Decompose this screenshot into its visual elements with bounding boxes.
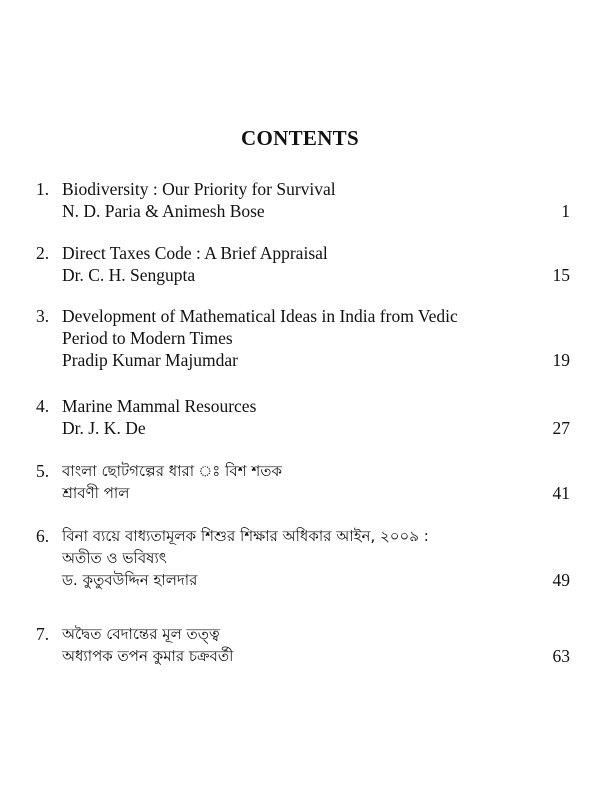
toc-entry-title-line bbox=[36, 623, 570, 645]
toc-entry-number: 7. bbox=[36, 624, 50, 644]
toc-entry-title: বাংলা ছোটগল্পের ধারা ঃ বিশ শতক bbox=[62, 462, 282, 480]
toc-entry-page-number: 27 bbox=[552, 418, 570, 438]
toc-entry-page-number: 19 bbox=[552, 350, 570, 370]
toc-entry-author-line bbox=[36, 482, 570, 504]
toc-entry-number: 1. bbox=[36, 179, 50, 199]
toc-entry-title: বিনা ব্যয়ে বাধ্যতামূলক শিশুর শিক্ষার অধিকার আইন, ২০০৯ : bbox=[62, 527, 429, 545]
toc-entry-number: 5. bbox=[36, 461, 50, 481]
toc-entry-number: 3. bbox=[36, 306, 50, 326]
toc-entry-author-line bbox=[36, 569, 570, 591]
toc-entry-author-line bbox=[36, 349, 570, 371]
toc-entry-author: অধ্যাপক তপন কুমার চক্রবর্তী bbox=[62, 647, 234, 665]
toc-entry-title-line bbox=[36, 178, 570, 200]
toc-entry-title: Biodiversity : Our Priority for Survival bbox=[62, 179, 336, 199]
toc-entry-number: 4. bbox=[36, 396, 50, 416]
toc-entry-1 bbox=[36, 178, 570, 222]
contents-heading: CONTENTS bbox=[241, 126, 359, 150]
toc-entry-author: Dr. J. K. De bbox=[62, 418, 146, 438]
toc-entry-page-number: 63 bbox=[552, 646, 570, 666]
toc-entry-author: Dr. C. H. Sengupta bbox=[62, 265, 196, 285]
toc-entry-title: Marine Mammal Resources bbox=[62, 396, 257, 416]
toc-entry-author-line bbox=[36, 264, 570, 286]
toc-entry-page-number: 15 bbox=[552, 265, 570, 285]
toc-entry-2 bbox=[36, 242, 570, 286]
toc-entry-title-continued: Period to Modern Times bbox=[62, 328, 233, 348]
toc-entry-page-number: 41 bbox=[552, 483, 570, 503]
toc-entry-3 bbox=[36, 305, 570, 371]
toc-entry-title-line bbox=[36, 547, 570, 569]
toc-entry-author: N. D. Paria & Animesh Bose bbox=[62, 201, 265, 221]
toc-entry-5 bbox=[36, 460, 570, 504]
toc-entry-title-line bbox=[36, 395, 570, 417]
toc-entry-title-line bbox=[36, 327, 570, 349]
toc-entry-4 bbox=[36, 395, 570, 439]
toc-entry-title: অদ্বৈত বেদান্তের মূল তত্ত্ব bbox=[62, 625, 220, 643]
toc-entry-number: 2. bbox=[36, 243, 50, 263]
toc-entry-6 bbox=[36, 525, 570, 591]
toc-entry-author: ড. কুতুবউদ্দিন হালদার bbox=[62, 571, 198, 589]
toc-entry-author-line bbox=[36, 200, 570, 222]
toc-entry-title-line bbox=[36, 460, 570, 482]
toc-entry-author: শ্রাবণী পাল bbox=[62, 484, 130, 502]
toc-entry-title-line bbox=[36, 525, 570, 547]
toc-entry-title-continued: অতীত ও ভবিষ্যৎ bbox=[62, 549, 167, 567]
toc-entry-author: Pradip Kumar Majumdar bbox=[62, 350, 238, 370]
toc-entry-title-line bbox=[36, 242, 570, 264]
toc-entry-7 bbox=[36, 623, 570, 667]
toc-entry-title-line bbox=[36, 305, 570, 327]
toc-entry-page-number: 1 bbox=[561, 201, 570, 221]
toc-entry-page-number: 49 bbox=[552, 570, 570, 590]
toc-entry-author-line bbox=[36, 417, 570, 439]
toc-entry-title: Direct Taxes Code : A Brief Appraisal bbox=[62, 243, 328, 263]
toc-entry-title: Development of Mathematical Ideas in India from Vedic bbox=[62, 306, 458, 326]
toc-entry-number: 6. bbox=[36, 526, 50, 546]
toc-entry-author-line bbox=[36, 645, 570, 667]
